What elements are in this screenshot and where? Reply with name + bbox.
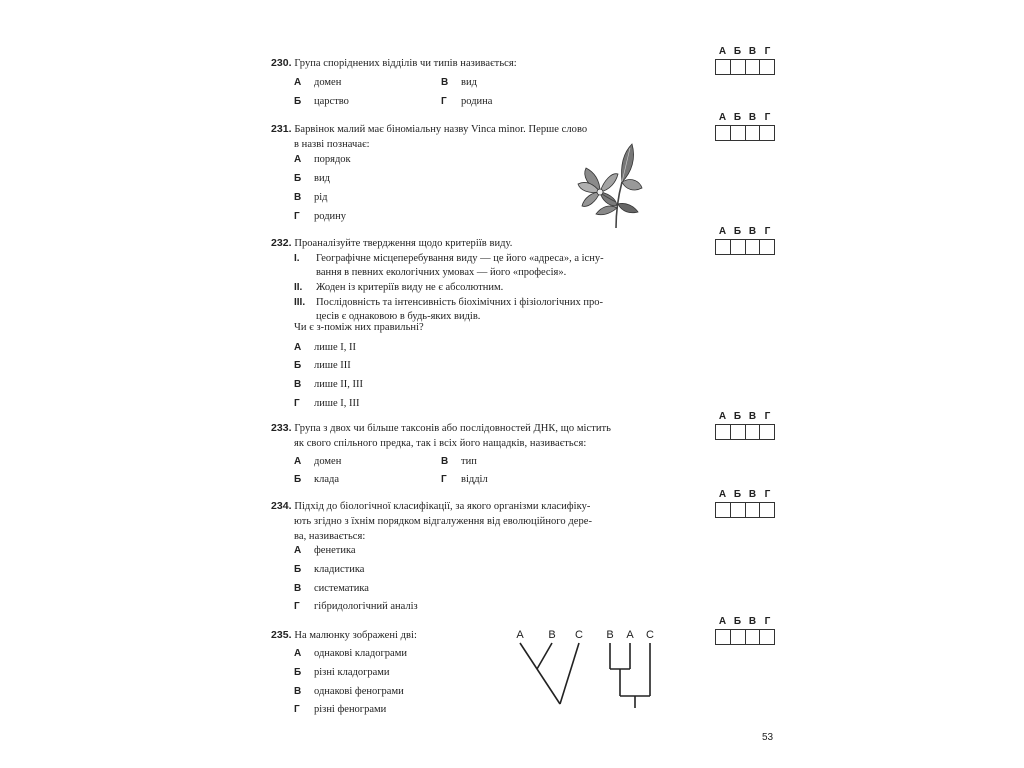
answer-box[interactable]: [731, 425, 746, 439]
option-b[interactable]: Б царство: [294, 96, 349, 107]
tree2-label-c: C: [646, 629, 654, 641]
answer-box[interactable]: [760, 60, 774, 74]
answer-box[interactable]: [760, 503, 774, 517]
option-v[interactable]: В лише II, III: [294, 379, 363, 390]
answer-grid-233[interactable]: А Б В Г: [715, 411, 775, 440]
option-b[interactable]: Б кладистика: [294, 564, 365, 575]
answer-box[interactable]: [731, 503, 746, 517]
option-v[interactable]: В тип: [441, 456, 477, 467]
question-235: 235. На малюнку зображені дві:: [271, 629, 417, 641]
option-g[interactable]: Г різні фенограми: [294, 704, 387, 715]
answer-box[interactable]: [731, 240, 746, 254]
statement-2: II. Жоден із критеріїв виду не є абсолютним.: [294, 282, 504, 293]
question-number: 233.: [271, 422, 292, 434]
option-g[interactable]: Г родину: [294, 211, 347, 222]
question-prompt: Чи є з-поміж них правильні?: [294, 322, 424, 333]
answer-box[interactable]: [731, 60, 746, 74]
answer-box[interactable]: [760, 240, 774, 254]
question-231: 231. Барвінок малий має біноміальну назву Vinca minor. Перше слово в назві позначає:: [271, 123, 588, 150]
answer-box[interactable]: [716, 60, 731, 74]
option-a[interactable]: А фенетика: [294, 545, 356, 556]
tree1-label-b: B: [548, 629, 556, 641]
question-number: 231.: [271, 123, 292, 135]
page-number: 53: [762, 732, 774, 743]
option-v[interactable]: В однакові фенограми: [294, 686, 404, 697]
option-v[interactable]: В рід: [294, 192, 328, 203]
statement-3: III. Послідовність та інтенсивність біохімічних і фізіологічних про- цесів є однаковою в будь-яких видів.: [294, 297, 604, 322]
option-a[interactable]: А домен: [294, 456, 342, 467]
answer-box[interactable]: [746, 240, 761, 254]
question-number: 232.: [271, 237, 292, 249]
answer-grid-234[interactable]: А Б В Г: [715, 489, 775, 518]
statement-1: I. Географічне місцеперебування виду — це його «адреса», а існу- вання в певних екологічних умовах — його «професія».: [294, 253, 604, 278]
answer-grid-230[interactable]: А Б В Г: [715, 46, 775, 75]
answer-box[interactable]: [716, 126, 731, 140]
answer-box[interactable]: [746, 425, 761, 439]
option-b[interactable]: Б різні кладограми: [294, 667, 390, 678]
answer-box[interactable]: [716, 425, 731, 439]
option-g[interactable]: Г відділ: [441, 474, 488, 485]
answer-box[interactable]: [716, 503, 731, 517]
option-g[interactable]: Г лише I, III: [294, 398, 360, 409]
answer-grid-235[interactable]: А Б В Г: [715, 616, 775, 645]
answer-box[interactable]: [731, 126, 746, 140]
answer-box[interactable]: [746, 60, 761, 74]
answer-grid-232[interactable]: А Б В Г: [715, 226, 775, 255]
answer-box[interactable]: [760, 630, 774, 644]
answer-box[interactable]: [746, 630, 761, 644]
tree1-label-a: A: [516, 629, 524, 641]
cladogram-diagram: [510, 624, 660, 714]
option-b[interactable]: Б лише III: [294, 360, 351, 371]
periwinkle-flower-icon: [576, 142, 644, 230]
option-v[interactable]: В вид: [441, 77, 477, 88]
question-233: 233. Група з двох чи більше таксонів або послідовностей ДНК, що містить як свого спільного предка, так і всіх його нащадків, називається:: [271, 422, 612, 449]
question-text: Група споріднених відділів чи типів називається:: [294, 58, 517, 69]
option-a[interactable]: А домен: [294, 77, 342, 88]
answer-box[interactable]: [760, 126, 774, 140]
answer-box[interactable]: [746, 503, 761, 517]
answer-box[interactable]: [716, 630, 731, 644]
option-g[interactable]: Г родина: [441, 96, 493, 107]
option-a[interactable]: А порядок: [294, 154, 351, 165]
option-a[interactable]: А однакові кладограми: [294, 648, 407, 659]
question-number: 230.: [271, 57, 292, 69]
question-232: 232. Проаналізуйте твердження щодо критеріїв виду.: [271, 237, 513, 249]
question-234: 234. Підхід до біологічної класифікації, за якого організми класифіку- ють згідно з їхнім порядком відгалуження від еволюційного дере- ва, називається:: [271, 500, 593, 542]
option-v[interactable]: В систематика: [294, 583, 369, 594]
tree1-branches: [520, 643, 579, 704]
option-b[interactable]: Б клада: [294, 474, 340, 485]
question-number: 235.: [271, 629, 292, 641]
tree2-label-b: B: [606, 629, 614, 641]
answer-box[interactable]: [746, 126, 761, 140]
option-g[interactable]: Г гібридологічний аналіз: [294, 601, 418, 612]
tree1-label-c: C: [575, 629, 583, 641]
option-b[interactable]: Б вид: [294, 173, 330, 184]
tree2-branches: [610, 643, 650, 708]
tree2-label-a: A: [626, 629, 634, 641]
answer-box[interactable]: [760, 425, 774, 439]
question-230: [271, 56, 631, 71]
answer-box[interactable]: [716, 240, 731, 254]
answer-box[interactable]: [731, 630, 746, 644]
option-a[interactable]: А лише I, II: [294, 342, 356, 353]
answer-grid-231[interactable]: А Б В Г: [715, 112, 775, 141]
question-number: 234.: [271, 500, 292, 512]
